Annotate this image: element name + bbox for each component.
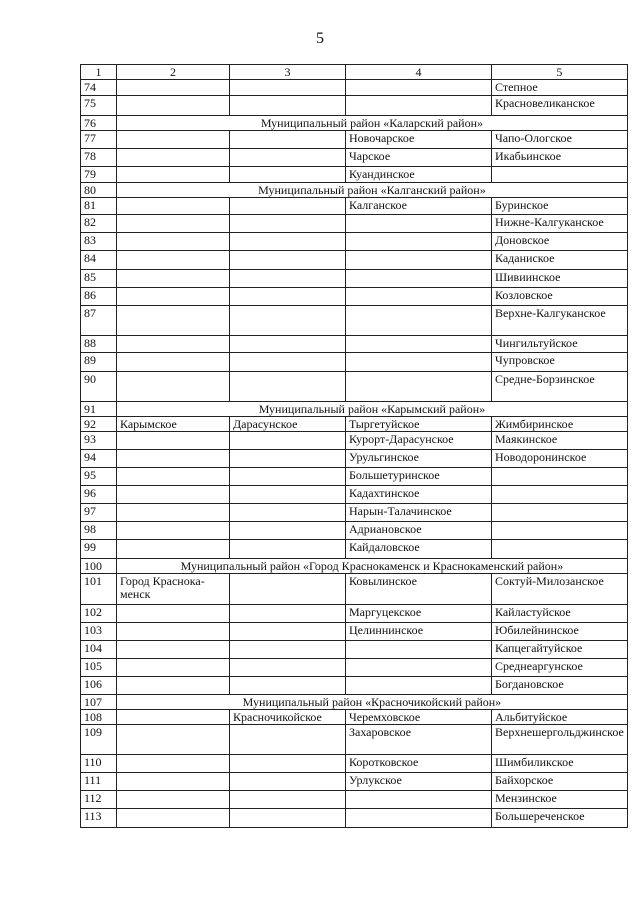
- rural-settlement-extra: Новодоронинское: [492, 450, 628, 468]
- row-number: 80: [81, 183, 117, 198]
- district-center: [117, 96, 230, 116]
- rural-settlement: [346, 288, 492, 306]
- rural-settlement-extra: Верхне-Калгуканское: [492, 306, 628, 336]
- district-center: [117, 725, 230, 755]
- urban-settlement: [230, 677, 346, 695]
- table-row: [81, 725, 628, 755]
- table-row: [81, 270, 628, 288]
- rural-settlement-extra: Козловское: [492, 288, 628, 306]
- district-center: [117, 372, 230, 402]
- rural-settlement-extra: Кайластуйское: [492, 605, 628, 623]
- district-center: [117, 336, 230, 353]
- row-number: 90: [81, 372, 117, 402]
- rural-settlement: [346, 215, 492, 233]
- row-number: 76: [81, 116, 117, 131]
- row-number: 96: [81, 486, 117, 504]
- district-center: [117, 432, 230, 450]
- urban-settlement: [230, 725, 346, 755]
- table-row: [81, 641, 628, 659]
- row-number: 99: [81, 540, 117, 559]
- table-row: [81, 198, 628, 215]
- district-heading: Муниципальный район «Город Краснокаменск и Краснокаменский район»: [117, 559, 628, 574]
- row-number: 91: [81, 402, 117, 417]
- rural-settlement: [346, 251, 492, 270]
- row-number: 103: [81, 623, 117, 641]
- urban-settlement: [230, 80, 346, 96]
- urban-settlement: Дарасунское: [230, 417, 346, 432]
- district-heading-row: [81, 695, 628, 710]
- table-row: [81, 149, 628, 167]
- row-number: 81: [81, 198, 117, 215]
- urban-settlement: [230, 432, 346, 450]
- rural-settlement: Целиннинское: [346, 623, 492, 641]
- table-row: [81, 450, 628, 468]
- urban-settlement: [230, 773, 346, 791]
- rural-settlement-extra: Доновское: [492, 233, 628, 251]
- row-number: 83: [81, 233, 117, 251]
- row-number: 104: [81, 641, 117, 659]
- district-center: [117, 306, 230, 336]
- rural-settlement: [346, 809, 492, 828]
- table-row: [81, 659, 628, 677]
- district-center: [117, 149, 230, 167]
- row-number: 98: [81, 522, 117, 540]
- urban-settlement: [230, 336, 346, 353]
- rural-settlement: [346, 641, 492, 659]
- rural-settlement: Черемховское: [346, 710, 492, 725]
- urban-settlement: [230, 372, 346, 402]
- rural-settlement: Курорт-Дарасунское: [346, 432, 492, 450]
- rural-settlement-extra: [492, 468, 628, 486]
- district-heading-row: [81, 402, 628, 417]
- urban-settlement: [230, 809, 346, 828]
- rural-settlement-extra: [492, 504, 628, 522]
- district-center: [117, 233, 230, 251]
- rural-settlement-extra: Жимбиринское: [492, 417, 628, 432]
- district-center: [117, 677, 230, 695]
- table-row: [81, 131, 628, 149]
- table-row: [81, 80, 628, 96]
- urban-settlement: [230, 791, 346, 809]
- rural-settlement-extra: Альбитуйское: [492, 710, 628, 725]
- row-number: 86: [81, 288, 117, 306]
- row-number: 89: [81, 353, 117, 372]
- table-row: [81, 623, 628, 641]
- row-number: 107: [81, 695, 117, 710]
- rural-settlement: [346, 96, 492, 116]
- urban-settlement: [230, 522, 346, 540]
- rural-settlement: Ковылинское: [346, 574, 492, 605]
- rural-settlement-extra: Большереченское: [492, 809, 628, 828]
- rural-settlement: Куандинское: [346, 167, 492, 183]
- rural-settlement-extra: [492, 522, 628, 540]
- district-center: [117, 623, 230, 641]
- district-center: [117, 659, 230, 677]
- row-number: 111: [81, 773, 117, 791]
- rural-settlement: [346, 233, 492, 251]
- table-row: [81, 755, 628, 773]
- header-cell: 2: [117, 65, 230, 80]
- table-row: [81, 336, 628, 353]
- urban-settlement: [230, 450, 346, 468]
- table-row: [81, 540, 628, 559]
- row-number: 78: [81, 149, 117, 167]
- row-number: 112: [81, 791, 117, 809]
- rural-settlement: [346, 306, 492, 336]
- table-row: [81, 486, 628, 504]
- urban-settlement: [230, 149, 346, 167]
- district-heading: Муниципальный район «Красночикойский район»: [117, 695, 628, 710]
- rural-settlement: Маргуцекское: [346, 605, 492, 623]
- table-row: [81, 96, 628, 116]
- urban-settlement: [230, 131, 346, 149]
- urban-settlement: [230, 755, 346, 773]
- table-row: [81, 504, 628, 522]
- row-number: 110: [81, 755, 117, 773]
- district-center: [117, 468, 230, 486]
- rural-settlement-extra: [492, 167, 628, 183]
- table-row: [81, 809, 628, 828]
- urban-settlement: [230, 251, 346, 270]
- row-number: 82: [81, 215, 117, 233]
- header-cell: 5: [492, 65, 628, 80]
- table-row: [81, 167, 628, 183]
- rural-settlement-extra: Шимбиликское: [492, 755, 628, 773]
- rural-settlement-extra: Байхорское: [492, 773, 628, 791]
- district-center: [117, 198, 230, 215]
- row-number: 85: [81, 270, 117, 288]
- row-number: 105: [81, 659, 117, 677]
- table-row: [81, 233, 628, 251]
- district-heading-row: [81, 559, 628, 574]
- rural-settlement-extra: [492, 486, 628, 504]
- district-center: [117, 131, 230, 149]
- row-number: 101: [81, 574, 117, 605]
- rural-settlement-extra: Нижне-Калгуканское: [492, 215, 628, 233]
- rural-settlement-extra: Икабьинское: [492, 149, 628, 167]
- rural-settlement: Кадахтинское: [346, 486, 492, 504]
- rural-settlement-extra: Маякинское: [492, 432, 628, 450]
- row-number: 87: [81, 306, 117, 336]
- table-row: [81, 574, 628, 605]
- district-center: [117, 540, 230, 559]
- table-row: [81, 251, 628, 270]
- district-center: Карымское: [117, 417, 230, 432]
- rural-settlement-extra: Соктуй-Милозанское: [492, 574, 628, 605]
- rural-settlement-extra: Верхнешергольджинское: [492, 725, 628, 755]
- table-row: [81, 773, 628, 791]
- rural-settlement-extra: Чапо-Ологское: [492, 131, 628, 149]
- district-heading-row: [81, 116, 628, 131]
- rural-settlement: Захаровское: [346, 725, 492, 755]
- row-number: 77: [81, 131, 117, 149]
- urban-settlement: [230, 233, 346, 251]
- urban-settlement: [230, 574, 346, 605]
- row-number: 88: [81, 336, 117, 353]
- urban-settlement: [230, 468, 346, 486]
- row-number: 95: [81, 468, 117, 486]
- row-number: 113: [81, 809, 117, 828]
- rural-settlement-extra: Юбилейнинское: [492, 623, 628, 641]
- rural-settlement-extra: Средне-Борзинское: [492, 372, 628, 402]
- district-heading: Муниципальный район «Каларский район»: [117, 116, 628, 131]
- row-number: 97: [81, 504, 117, 522]
- urban-settlement: [230, 353, 346, 372]
- urban-settlement: [230, 540, 346, 559]
- table-row: [81, 468, 628, 486]
- table-row: [81, 215, 628, 233]
- district-center: [117, 710, 230, 725]
- rural-settlement: Новочарское: [346, 131, 492, 149]
- table-row: [81, 288, 628, 306]
- district-heading-row: [81, 183, 628, 198]
- page-number: 5: [316, 30, 324, 47]
- urban-settlement: [230, 270, 346, 288]
- rural-settlement: Урлукское: [346, 773, 492, 791]
- row-number: 108: [81, 710, 117, 725]
- urban-settlement: [230, 306, 346, 336]
- table-row: [81, 417, 628, 432]
- district-center: [117, 605, 230, 623]
- rural-settlement: [346, 80, 492, 96]
- rural-settlement-extra: Среднеаргунское: [492, 659, 628, 677]
- district-center: [117, 288, 230, 306]
- table-row: [81, 353, 628, 372]
- district-heading: Муниципальный район «Карымский район»: [117, 402, 628, 417]
- district-center: [117, 773, 230, 791]
- rural-settlement: Адриановское: [346, 522, 492, 540]
- settlements-table: [80, 64, 628, 828]
- rural-settlement-extra: Степное: [492, 80, 628, 96]
- row-number: 94: [81, 450, 117, 468]
- rural-settlement: Кайдаловское: [346, 540, 492, 559]
- urban-settlement: [230, 504, 346, 522]
- rural-settlement-extra: Каданиское: [492, 251, 628, 270]
- district-center: [117, 791, 230, 809]
- row-number: 106: [81, 677, 117, 695]
- header-cell: 4: [346, 65, 492, 80]
- rural-settlement-extra: Чупровское: [492, 353, 628, 372]
- row-number: 109: [81, 725, 117, 755]
- urban-settlement: [230, 623, 346, 641]
- header-row: [81, 65, 628, 80]
- header-cell: 1: [81, 65, 117, 80]
- urban-settlement: [230, 96, 346, 116]
- urban-settlement: [230, 167, 346, 183]
- rural-settlement: Тыргетуйское: [346, 417, 492, 432]
- rural-settlement: [346, 270, 492, 288]
- row-number: 100: [81, 559, 117, 574]
- district-center: [117, 809, 230, 828]
- urban-settlement: [230, 198, 346, 215]
- rural-settlement: Чарское: [346, 149, 492, 167]
- rural-settlement: Большетуринское: [346, 468, 492, 486]
- row-number: 74: [81, 80, 117, 96]
- table-row: [81, 306, 628, 336]
- rural-settlement-extra: Буринское: [492, 198, 628, 215]
- rural-settlement: [346, 659, 492, 677]
- district-center: [117, 80, 230, 96]
- rural-settlement: Нарын-Талачинское: [346, 504, 492, 522]
- rural-settlement-extra: Капцегайтуйское: [492, 641, 628, 659]
- rural-settlement: [346, 791, 492, 809]
- rural-settlement-extra: [492, 540, 628, 559]
- district-center: [117, 270, 230, 288]
- rural-settlement-extra: Мензинское: [492, 791, 628, 809]
- row-number: 102: [81, 605, 117, 623]
- row-number: 92: [81, 417, 117, 432]
- district-center: [117, 755, 230, 773]
- rural-settlement: [346, 372, 492, 402]
- row-number: 84: [81, 251, 117, 270]
- rural-settlement: [346, 336, 492, 353]
- rural-settlement: [346, 677, 492, 695]
- rural-settlement: Калганское: [346, 198, 492, 215]
- row-number: 75: [81, 96, 117, 116]
- district-center: [117, 641, 230, 659]
- rural-settlement: Урульгинское: [346, 450, 492, 468]
- urban-settlement: [230, 605, 346, 623]
- table-row: [81, 710, 628, 725]
- district-center: [117, 522, 230, 540]
- district-center: [117, 251, 230, 270]
- table-row: [81, 432, 628, 450]
- urban-settlement: [230, 288, 346, 306]
- district-center: [117, 167, 230, 183]
- urban-settlement: [230, 641, 346, 659]
- rural-settlement: [346, 353, 492, 372]
- district-heading: Муниципальный район «Калганский район»: [117, 183, 628, 198]
- rural-settlement-extra: Богдановское: [492, 677, 628, 695]
- table-row: [81, 605, 628, 623]
- row-number: 79: [81, 167, 117, 183]
- header-cell: 3: [230, 65, 346, 80]
- rural-settlement: Коротковское: [346, 755, 492, 773]
- district-center: [117, 450, 230, 468]
- rural-settlement-extra: Шивиинское: [492, 270, 628, 288]
- row-number: 93: [81, 432, 117, 450]
- district-center: [117, 504, 230, 522]
- table-row: [81, 372, 628, 402]
- rural-settlement-extra: Красновеликанское: [492, 96, 628, 116]
- table-row: [81, 791, 628, 809]
- urban-settlement: Красночикойское: [230, 710, 346, 725]
- district-center: [117, 486, 230, 504]
- rural-settlement-extra: Чингильтуйское: [492, 336, 628, 353]
- urban-settlement: [230, 215, 346, 233]
- table-row: [81, 522, 628, 540]
- table-row: [81, 677, 628, 695]
- district-center: Город Краснока-менск: [117, 574, 230, 605]
- district-center: [117, 353, 230, 372]
- urban-settlement: [230, 659, 346, 677]
- district-center: [117, 215, 230, 233]
- urban-settlement: [230, 486, 346, 504]
